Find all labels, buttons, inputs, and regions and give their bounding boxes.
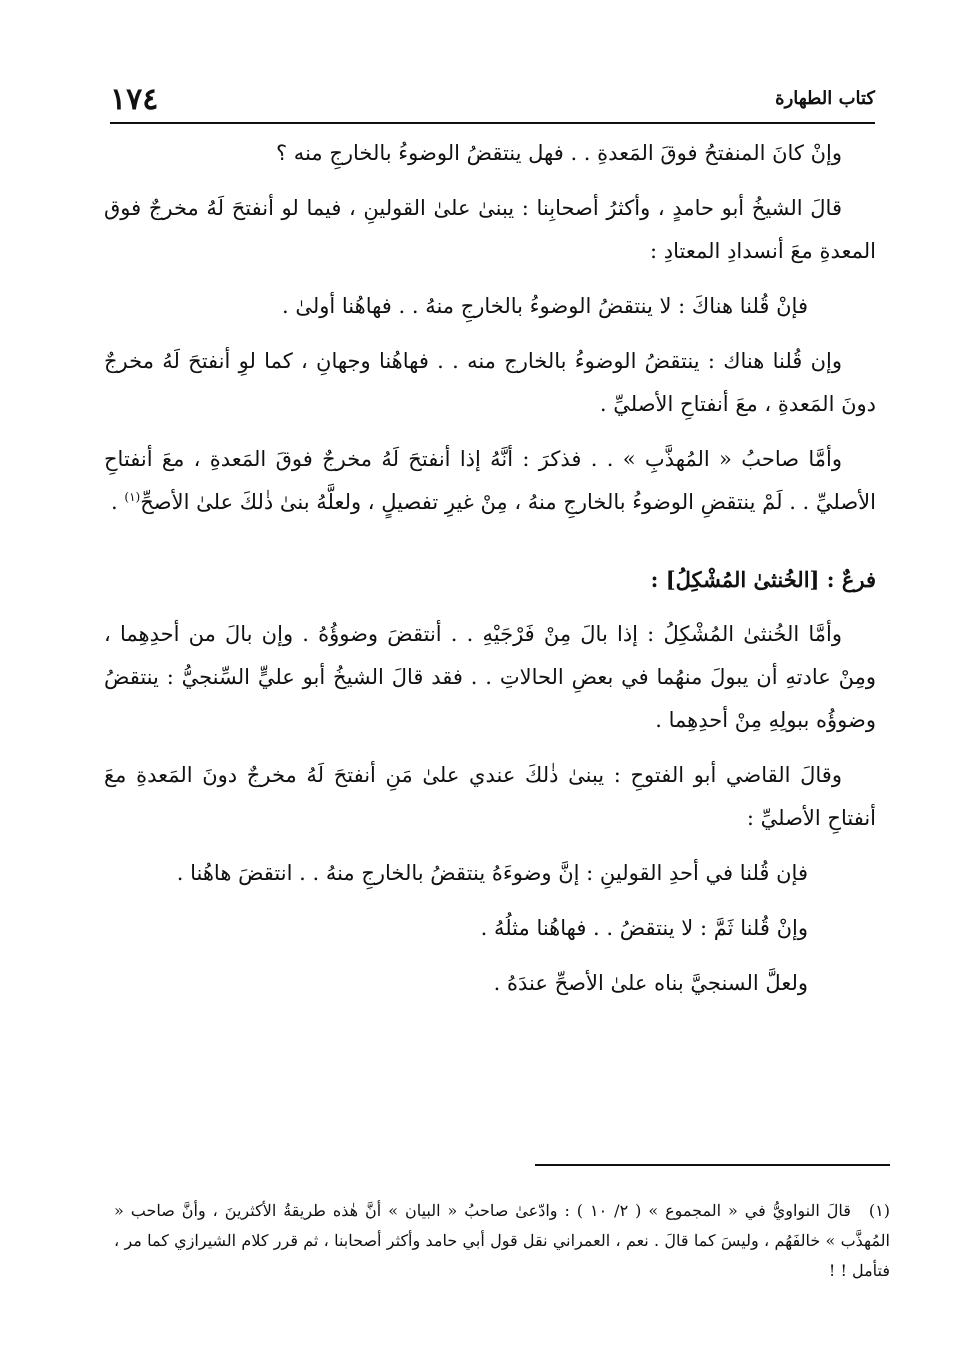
section-heading: فرعٌ : [الخُنثىٰ المُشْكِلُ] : (650, 567, 876, 592)
paragraph-text: وأمَّا صاحبُ « المُهذَّبِ » . . فذكرَ : أنَّهُ إذا أنفتحَ لَهُ مخرجٌ فوقَ المَعدةِ ، معَ أنفتاحِ الأصليِّ . . لَمْ ينتقضِ الوضوءُ بالخارجِ منهُ ، مِنْ غيرِ تفصيلٍ ، ولعلَّهُ بنىٰ ذٰلكَ علىٰ الأصحِّ (104, 447, 876, 514)
paragraph: فإنْ قُلنا هناكَ : لا ينتقضُ الوضوءُ بالخارجِ منهُ . . فهاهُنا أولىٰ . (281, 294, 808, 318)
page-header (110, 78, 875, 124)
footnote-text: قالَ النواويُّ في « المجموع » ( ٢/ ١٠ ) : وادّعىٰ صاحبُ « البيان » أنَّ هٰذه طريقةُ الأكثرينَ ، وأنَّ صاحب « المُهذَّب » خالفَهُم ، وليسَ كما قالَ . نعم ، العمراني نقل قول أبي حامد وأكثر أصحابنا ، ثم قرر كلام الشيرازي كما مر ، فتأمل ! ! (114, 1201, 890, 1280)
paragraph: وإنْ قُلنا ثَمَّ : لا ينتقضُ . . فهاهُنا مثلُهُ . (480, 916, 808, 940)
footnote-reference: (١) (124, 490, 141, 504)
paragraph: وأمَّا الخُنثىٰ المُشْكِلُ : إذا بالَ مِنْ فَرْجَيْهِ . . أنتقضَ وضوؤُهُ . وإن بالَ من أحدِهِما ، ومِنْ عادتهِ أن يبولَ منهُما في بعضِ الحالاتِ . . فقد قالَ الشيخُ أبو عليٍّ السِّنجيُّ : ينتقضُ وضوؤُه ببولِهِ مِنْ أحدِهِما . (104, 622, 876, 732)
paragraph: وقالَ القاضي أبو الفتوحِ : يبنىٰ ذٰلكَ عندي علىٰ مَنِ أنفتحَ لَهُ مخرجٌ دونَ المَعدةِ معَ أنفتاحِ الأصليِّ : (104, 763, 876, 830)
paragraph: فإن قُلنا في أحدِ القولينِ : إنَّ وضوءَهُ ينتقضُ بالخارجِ منهُ . . انتقضَ هاهُنا . (176, 861, 808, 885)
paragraph: ولعلَّ السنجيَّ بناه علىٰ الأصحِّ عندَهُ . (493, 971, 808, 995)
running-title: كتاب الطهارة (775, 88, 875, 109)
paragraph: وإنْ كانَ المنفتحُ فوقَ المَعدةِ . . فهل ينتقضُ الوضوءُ بالخارجِ منه ؟ (275, 141, 842, 165)
main-text (104, 132, 876, 1017)
paragraph-with-footnote: وأمَّا صاحبُ « المُهذَّبِ » . . فذكرَ : أنَّهُ إذا أنفتحَ لَهُ مخرجٌ فوقَ المَعدةِ ، معَ أنفتاحِ الأصليِّ . . لَمْ ينتقضِ الوضوءُ بالخارجِ منهُ ، مِنْ غيرِ تفصيلٍ ، ولعلَّهُ بنىٰ ذٰلكَ علىٰ الأصحِّ$^{(١)}$ . (104, 447, 876, 514)
paragraph: قالَ الشيخُ أبو حامدٍ ، وأكثرُ أصحابِنا : يبنىٰ علىٰ القولينِ ، فيما لو أنفتحَ لَهُ مخرجٌ فوق المعدةِ معَ أنسدادِ المعتادِ : (104, 196, 876, 263)
footnote-marker: (١) (868, 1201, 890, 1220)
page-number: ١٧٤ (110, 82, 159, 117)
footnote (114, 1196, 890, 1286)
footnotes (114, 1196, 890, 1286)
paragraph: وإن قُلنا هناك : ينتقضُ الوضوءُ بالخارج منه . . فهاهُنا وجهانِ ، كما لوِ أنفتحَ لَهُ مخرجٌ دونَ المَعدةِ ، معَ أنفتاحِ الأصليِّ . (104, 349, 876, 416)
footnote-separator (535, 1164, 890, 1166)
